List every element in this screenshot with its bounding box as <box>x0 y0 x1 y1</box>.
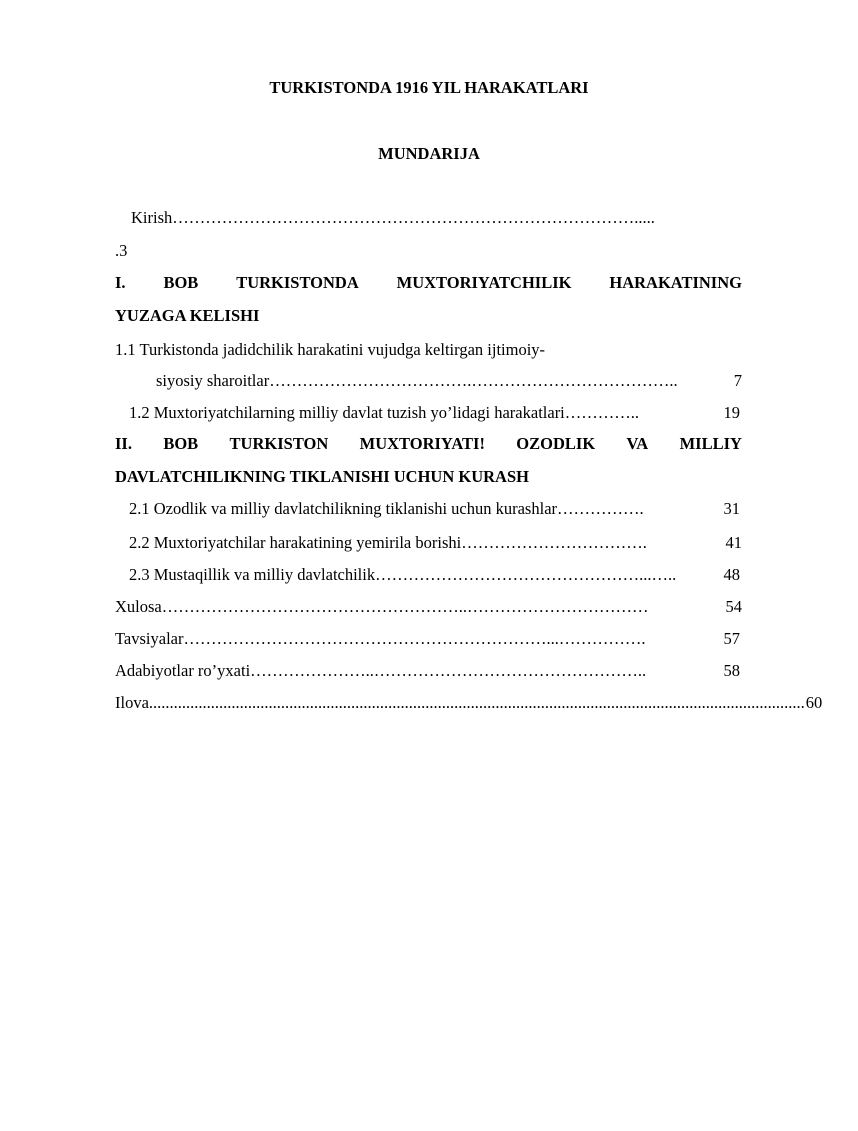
chapter-word: MILLIY <box>679 434 742 453</box>
toc-leader-dots: ………….. <box>564 403 640 422</box>
chapter-word: I. <box>115 273 126 292</box>
chapter-word: VA <box>626 434 649 453</box>
toc-label: Kirish <box>131 208 173 227</box>
toc-leader-dots: …………………………………………...….. <box>375 565 677 584</box>
toc-page-number: 41 <box>725 533 742 552</box>
toc-chapter-2[interactable] <box>115 434 742 454</box>
chapter-word: BOB <box>163 273 199 292</box>
toc-entry-1-1-line1[interactable]: 1.1 Turkistonda jadidchilik harakatini vujudga keltirgan ijtimoiy- <box>115 340 546 359</box>
chapter-word: II. <box>115 434 132 453</box>
toc-entry-2-3[interactable] <box>129 565 740 585</box>
toc-label: Adabiyotlar ro’yxati <box>115 661 251 680</box>
toc-label: Xulosa <box>115 597 162 616</box>
chapter-word: HARAKATINING <box>609 273 742 292</box>
toc-leader-dots: …………………………………………………………………………..... <box>172 208 655 227</box>
toc-leader-dots: …………………………………………………………...……………. <box>183 629 646 648</box>
toc-entry-1-1-line2[interactable] <box>156 371 742 391</box>
toc-entry-tavsiyalar[interactable] <box>115 629 740 649</box>
toc-label: 2.2 Muxtoriyatchilar harakatining yemirila borishi <box>129 533 462 552</box>
toc-label: siyosiy sharoitlar <box>156 371 270 390</box>
toc-page-number: 57 <box>723 629 740 648</box>
toc-leader-dots: ………………………………………………..…………………………… <box>161 597 649 616</box>
toc-entry-1-2[interactable] <box>129 403 740 423</box>
toc-label: Tavsiyalar <box>115 629 184 648</box>
toc-page-number: 60 <box>805 693 823 712</box>
toc-entry-adabiyotlar[interactable] <box>115 661 740 681</box>
toc-entry-kirish[interactable] <box>131 208 742 228</box>
chapter-word: MUXTORIYATCHILIK <box>396 273 572 292</box>
toc-heading: MUNDARIJA <box>378 144 480 163</box>
toc-label: 1.2 Muxtoriyatchilarning milliy davlat tuzish yo’lidagi harakatlari <box>129 403 565 422</box>
toc-label: 2.3 Mustaqillik va milliy davlatchilik <box>129 565 376 584</box>
toc-chapter-2-line2: DAVLATCHILIKNING TIKLANISHI UCHUN KURASH <box>115 467 529 486</box>
toc-page-number: 31 <box>723 499 740 518</box>
toc-page-number: 48 <box>723 565 740 584</box>
toc-leader-dots: …………………..………………………………………….. <box>250 661 647 680</box>
toc-label: 2.1 Ozodlik va milliy davlatchilikning tiklanishi uchun kurashlar <box>129 499 558 518</box>
toc-page-number: 7 <box>733 371 742 390</box>
toc-label: Ilova <box>115 693 149 712</box>
toc-chapter-1[interactable] <box>115 273 742 293</box>
toc-leader-dots: ............................................................................................................................................................... <box>148 693 805 712</box>
toc-entry-2-1[interactable] <box>129 499 740 519</box>
chapter-word: TURKISTON <box>229 434 329 453</box>
toc-entry-2-2[interactable] <box>129 533 742 553</box>
chapter-word: TURKISTONDA <box>236 273 359 292</box>
toc-entry-ilova[interactable] <box>115 693 823 713</box>
toc-leader-dots: ……………………………….……………………………….. <box>269 371 678 390</box>
toc-chapter-1-line2: YUZAGA KELISHI <box>115 306 260 325</box>
toc-page-number: 19 <box>723 403 740 422</box>
chapter-word: BOB <box>163 434 199 453</box>
chapter-word: OZODLIK <box>516 434 596 453</box>
chapter-word: MUXTORIYATI! <box>359 434 485 453</box>
toc-leader-dots: ……………………………. <box>461 533 647 552</box>
toc-page-number: 54 <box>725 597 742 616</box>
document-title: TURKISTONDA 1916 YIL HARAKATLARI <box>269 78 589 97</box>
toc-page-number: 58 <box>723 661 740 680</box>
toc-page-number: .3 <box>115 241 128 260</box>
toc-entry-xulosa[interactable] <box>115 597 742 617</box>
toc-leader-dots: ……………. <box>557 499 644 518</box>
